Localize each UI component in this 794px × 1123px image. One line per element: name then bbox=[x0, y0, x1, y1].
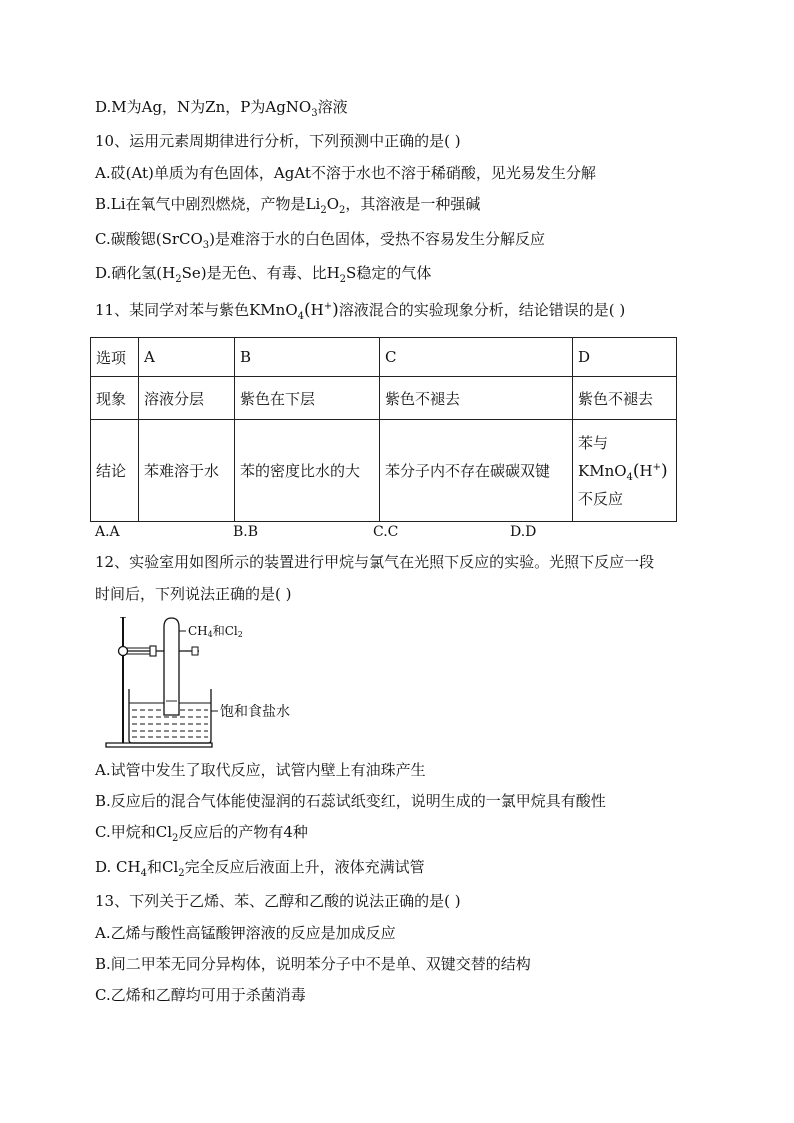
q10-option-b-prefix: B.Li在氧气中剧烈燃烧，产物是 bbox=[95, 195, 306, 213]
q11-table-label-conclusion: 结论 bbox=[91, 420, 139, 522]
q12-option-d-sub: 4 bbox=[140, 868, 147, 879]
q11-conclusion-d-line1: 苯与 bbox=[578, 433, 609, 452]
q12-option-d bbox=[95, 857, 425, 877]
q13-option-b: B.间二甲苯无同分异构体，说明苯分子中不是单、双键交替的结构 bbox=[95, 955, 531, 973]
q11-table-label-phenomenon: 现象 bbox=[91, 377, 139, 420]
q9-option-d-formula: AgNO bbox=[265, 98, 312, 116]
q10-option-d bbox=[95, 263, 431, 283]
q11-table-col-d: D bbox=[573, 338, 677, 377]
q10-option-b-s2: 2 bbox=[339, 205, 346, 216]
q10-option-b-suffix: ，其溶液是一种强碱 bbox=[345, 195, 481, 213]
q11-choice-a: A.A bbox=[95, 524, 120, 540]
q12-option-d-prefix: D. CH bbox=[95, 858, 141, 876]
apparatus-diagram bbox=[104, 617, 324, 749]
q10-option-d-sub: 2 bbox=[175, 274, 182, 285]
q13-stem: 13、下列关于乙烯、苯、乙醇和乙酸的说法正确的是( ) bbox=[95, 892, 461, 910]
q11-table bbox=[90, 337, 677, 522]
q12-option-c-suffix: 反应后的产物有4种 bbox=[178, 823, 308, 841]
q11-conclusion-c: 苯分子内不存在碳碳双键 bbox=[380, 420, 573, 522]
q11-conclusion-d-line3: 不反应 bbox=[578, 489, 624, 508]
q12-option-c-sub: 2 bbox=[172, 833, 179, 844]
q9-option-d-prefix: D.M为Ag，N为Zn，P为 bbox=[95, 98, 266, 116]
q10-option-b bbox=[95, 194, 480, 214]
q11-conclusion-b: 苯的密度比水的大 bbox=[235, 420, 380, 522]
q10-option-c-sub: 3 bbox=[202, 240, 210, 251]
q11-conclusion-d-ion-sup: + bbox=[652, 461, 662, 473]
q9-option-d-suffix: 溶液 bbox=[317, 98, 348, 116]
q11-reagent: KMnO bbox=[249, 301, 298, 319]
q11-phenomenon-d: 紫色不褪去 bbox=[573, 377, 677, 420]
q11-paren-close: ) bbox=[332, 300, 339, 320]
q10-option-d-sub2: 2 bbox=[339, 274, 347, 285]
q11-phenomenon-c: 紫色不褪去 bbox=[380, 377, 573, 420]
q9-option-d-formula-sub: 3 bbox=[311, 108, 318, 119]
q11-choice-d: D.D bbox=[510, 524, 537, 540]
solution-label: 饱和食盐水 bbox=[220, 704, 290, 720]
q11-stem bbox=[95, 300, 625, 320]
q12-option-c bbox=[95, 822, 308, 842]
q11-conclusion-d-line2: KMnO$_4$(H+) bbox=[578, 460, 668, 483]
q11-conclusion-d-reagent: KMnO bbox=[578, 461, 627, 480]
q12-stem-line1: 12、实验室用如图所示的装置进行甲烷与氯气在光照下反应的实验。光照下反应一段 bbox=[95, 553, 655, 571]
q12-option-d-suffix: 完全反应后液面上升，液体充满试管 bbox=[184, 858, 425, 876]
q10-option-a: A.砹(At)单质为有色固体，AgAt不溶于水也不溶于稀硝酸，见光易发生分解 bbox=[95, 164, 596, 182]
q11-table-col-a: A bbox=[139, 338, 235, 377]
q11-table-col-b: B bbox=[235, 338, 380, 377]
q12-option-d-sub2: 2 bbox=[178, 868, 185, 879]
q11-table-conclusion-row bbox=[91, 420, 677, 522]
q12-option-c-prefix: C.甲烷和Cl bbox=[95, 823, 172, 841]
q11-phenomenon-a: 溶液分层 bbox=[139, 377, 235, 420]
q11-table-label-option: 选项 bbox=[91, 338, 139, 377]
q10-option-b-f2: O bbox=[326, 195, 340, 213]
q11-ion-sup: + bbox=[323, 301, 333, 312]
q11-choice-b: B.B bbox=[233, 524, 259, 540]
q11-conclusion-d-reagent-sub: 4 bbox=[626, 471, 633, 483]
q11-table-header-row bbox=[91, 338, 677, 377]
q11-stem-pre: 11、某同学对苯与紫色 bbox=[95, 301, 250, 319]
q13-option-c: C.乙烯和乙醇均可用于杀菌消毒 bbox=[95, 986, 306, 1004]
q10-option-b-f1: Li bbox=[305, 195, 321, 213]
q11-ion: H bbox=[310, 301, 324, 319]
q12-apparatus-figure bbox=[104, 617, 324, 753]
q12-option-a: A.试管中发生了取代反应，试管内壁上有油珠产生 bbox=[95, 761, 426, 779]
q13-option-a: A.乙烯与酸性高锰酸钾溶液的反应是加成反应 bbox=[95, 924, 396, 942]
q12-option-d-mid: 和Cl bbox=[146, 858, 179, 876]
q11-reagent-sub: 4 bbox=[297, 311, 304, 322]
q11-table-col-c: C bbox=[380, 338, 573, 377]
gas-label: CH4和Cl2 bbox=[188, 624, 243, 639]
q10-stem: 10、运用元素周期律进行分析，下列预测中正确的是( ) bbox=[95, 132, 461, 150]
q11-stem-post: 溶液混合的实验现象分析，结论错误的是( ) bbox=[338, 301, 626, 319]
q11-conclusion-d-ion: H bbox=[639, 461, 653, 480]
q10-option-d-suffix: S稳定的气体 bbox=[346, 264, 432, 282]
q11-phenomenon-b: 紫色在下层 bbox=[235, 377, 380, 420]
q10-option-c-prefix: C.碳酸锶(SrCO bbox=[95, 230, 203, 248]
q11-choice-c: C.C bbox=[373, 524, 399, 540]
q9-option-d bbox=[95, 97, 348, 117]
q11-conclusion-a: 苯难溶于水 bbox=[139, 420, 235, 522]
q12-option-b: B.反应后的混合气体能使湿润的石蕊试纸变红，说明生成的一氯甲烷具有酸性 bbox=[95, 792, 606, 810]
q10-option-c-suffix: )是难溶于水的白色固体，受热不容易发生分解反应 bbox=[209, 230, 546, 248]
q10-option-d-prefix: D.硒化氢(H bbox=[95, 264, 176, 282]
q11-table-phenomenon-row bbox=[91, 377, 677, 420]
q11-paren-open: ( bbox=[304, 300, 311, 320]
q11-conclusion-d bbox=[573, 420, 677, 522]
q10-option-c bbox=[95, 229, 545, 249]
q10-option-b-s1: 2 bbox=[320, 205, 327, 216]
q12-stem-line2: 时间后，下列说法正确的是( ) bbox=[95, 585, 292, 603]
q10-option-d-mid: Se)是无色、有毒、比H bbox=[181, 264, 340, 282]
